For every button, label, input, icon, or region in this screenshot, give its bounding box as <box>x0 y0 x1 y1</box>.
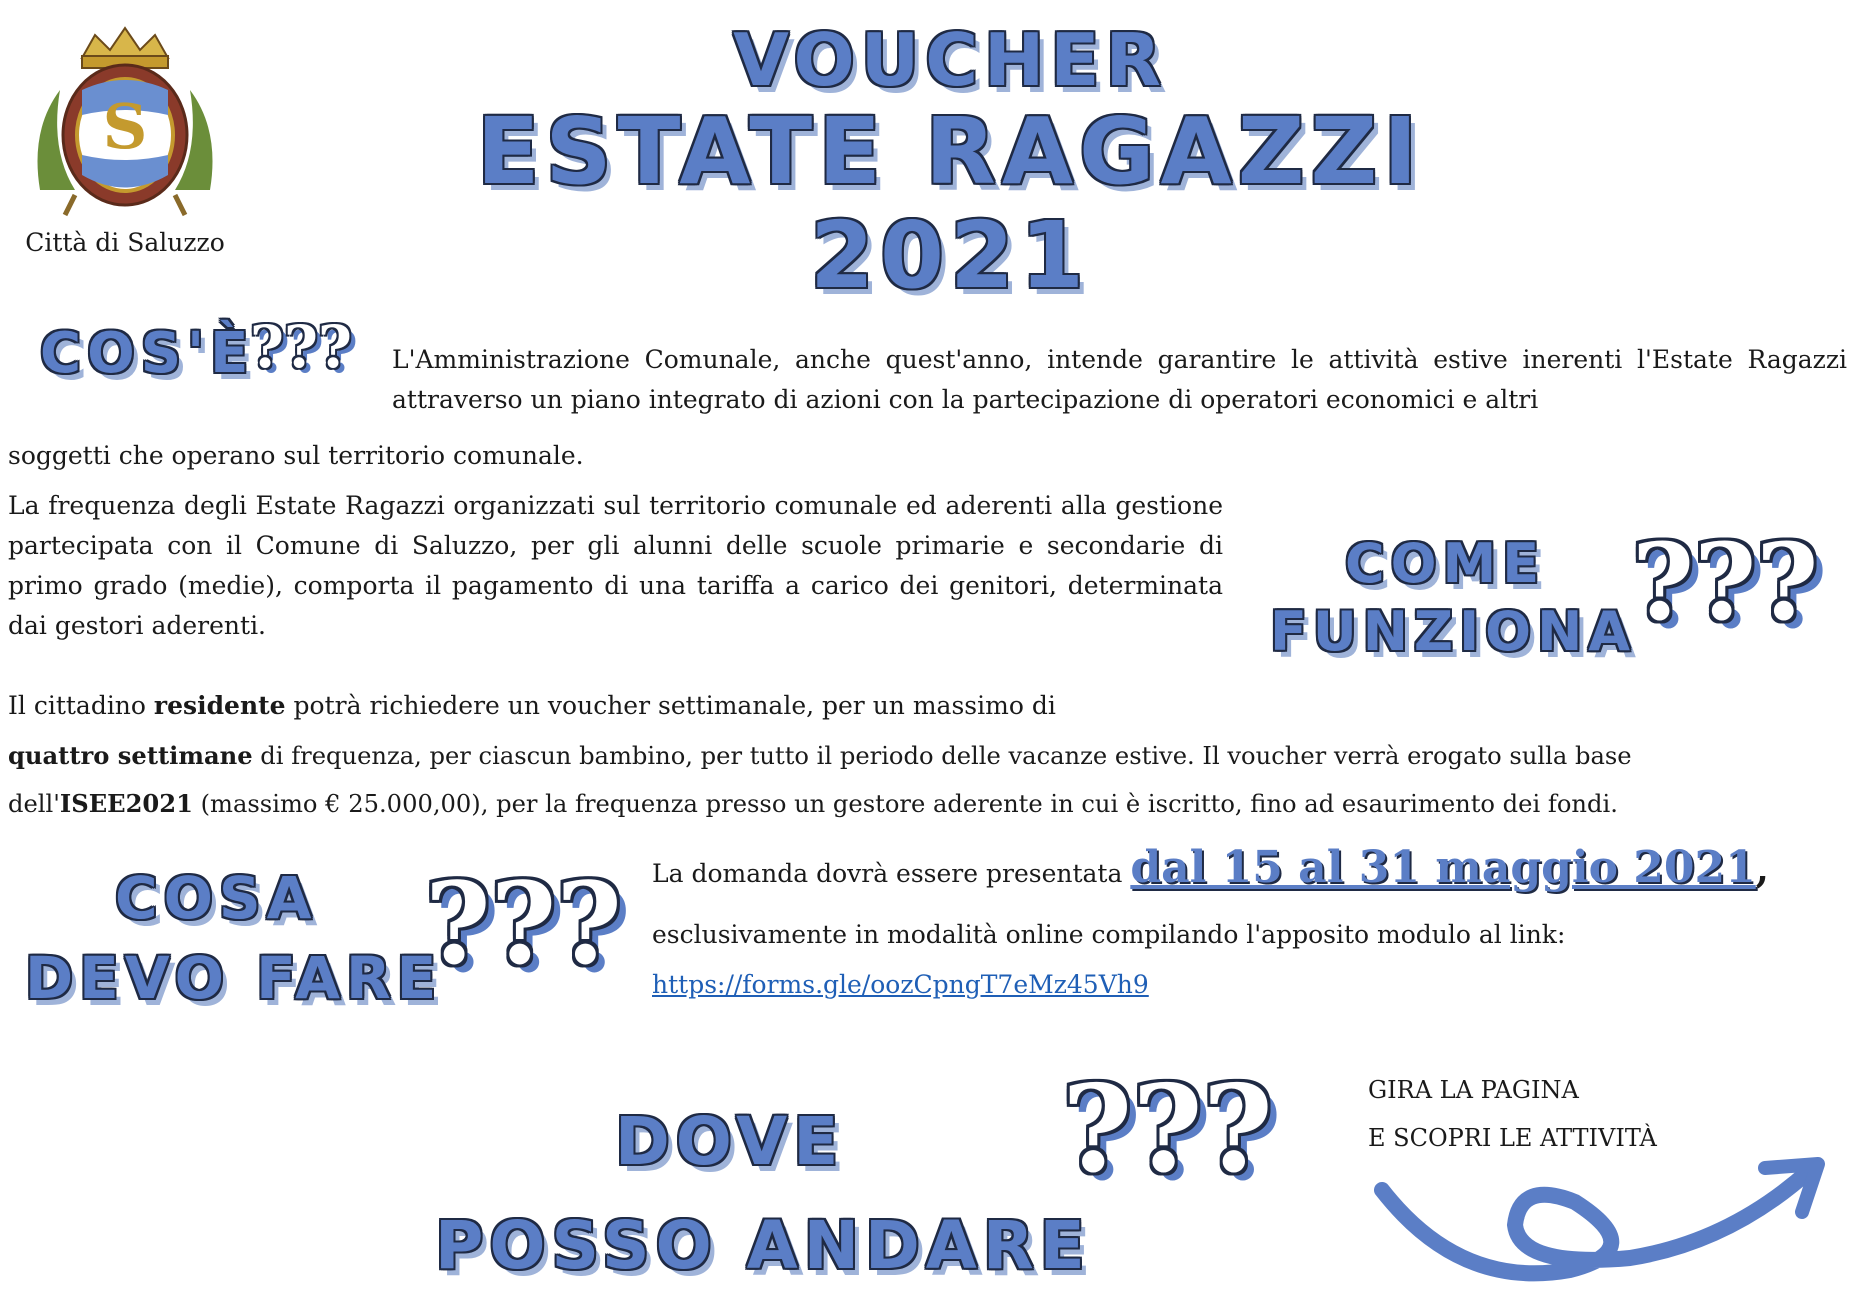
intro-text-end: soggetti che operano sul territorio comunale. <box>8 441 584 470</box>
come-question-marks: ??? <box>1632 519 1819 644</box>
online-text: esclusivamente in modalità online compilando l'apposito modulo al link: <box>652 920 1566 949</box>
cosa-heading-line1: COSA <box>115 864 318 932</box>
turn-page-line2: E SCOPRI LE ATTIVITÀ <box>1368 1124 1657 1152</box>
intro-text: L'Amministrazione Comunale, anche quest'anno, intende garantire le attività estive inerenti l'Estate Ragazzi attraverso un piano integrato di azioni con la partecipazione di operatori economici e altri <box>392 345 1847 414</box>
logo-caption: Città di Saluzzo <box>25 228 225 257</box>
isee-text <box>8 784 1853 824</box>
title-line-estate-ragazzi: ESTATE RAGAZZI <box>476 98 1424 205</box>
resident-text-b: potrà richiedere un voucher settimanale, per un massimo di <box>285 691 1056 720</box>
turn-page-note <box>1368 1066 1657 1162</box>
weeks-rest: di frequenza, per ciascun bambino, per tutto il periodo delle vacanze estive. Il voucher verrà erogato sulla base <box>252 742 1632 770</box>
isee-pre: dell' <box>8 790 60 818</box>
logo-letter: S <box>102 90 148 163</box>
resident-text-a: Il cittadino <box>8 691 154 720</box>
form-link[interactable]: https://forms.gle/oozCpngT7eMz45Vh9 <box>652 970 1149 999</box>
application-pre: La domanda dovrà essere presentata <box>652 859 1131 888</box>
dove-heading-line1: DOVE <box>615 1103 845 1180</box>
resident-bold: residente <box>153 691 286 720</box>
application-line <box>652 842 1769 893</box>
come-heading-line2: FUNZIONA <box>1270 600 1637 663</box>
cose-heading: COS'È <box>40 321 255 386</box>
weeks-text <box>8 736 1853 776</box>
come-heading-line1: COME <box>1345 532 1546 595</box>
weeks-bold: quattro settimane <box>8 741 253 770</box>
page-title <box>400 20 1500 308</box>
application-comma: , <box>1755 846 1769 891</box>
title-line-year: 2021 <box>809 202 1091 309</box>
turn-page-line1: GIRA LA PAGINA <box>1368 1076 1579 1104</box>
cose-question-marks: ??? <box>250 313 352 381</box>
application-dates: dal 15 al 31 maggio 2021 <box>1130 842 1756 893</box>
resident-text <box>8 686 1223 726</box>
cosa-heading-line2: DEVO FARE <box>25 944 443 1012</box>
curved-arrow-icon <box>1370 1150 1830 1300</box>
dove-heading-line2: POSSO ANDARE <box>435 1207 1091 1284</box>
isee-bold: ISEE2021 <box>59 789 193 818</box>
dove-question-marks: ??? <box>1062 1059 1273 1200</box>
city-logo <box>20 20 230 260</box>
cosa-question-marks: ??? <box>425 859 622 990</box>
isee-rest: (massimo € 25.000,00), per la frequenza presso un gestore aderente in cui è iscritto, fino ad esaurimento dei fondi. <box>192 790 1618 818</box>
frequency-text: La frequenza degli Estate Ragazzi organizzati sul territorio comunale ed aderenti alla gestione partecipata con il Comune di Saluzzo, per gli alunni delle scuole primarie e secondarie di primo grado (medie), comporta il pagamento di una tariffa a carico dei genitori, determinata dai gestori aderenti. <box>8 491 1223 640</box>
cosa-heading <box>25 858 442 1018</box>
dove-heading <box>435 1090 1091 1298</box>
title-line-voucher: VOUCHER <box>733 18 1167 102</box>
come-heading <box>1270 530 1636 666</box>
